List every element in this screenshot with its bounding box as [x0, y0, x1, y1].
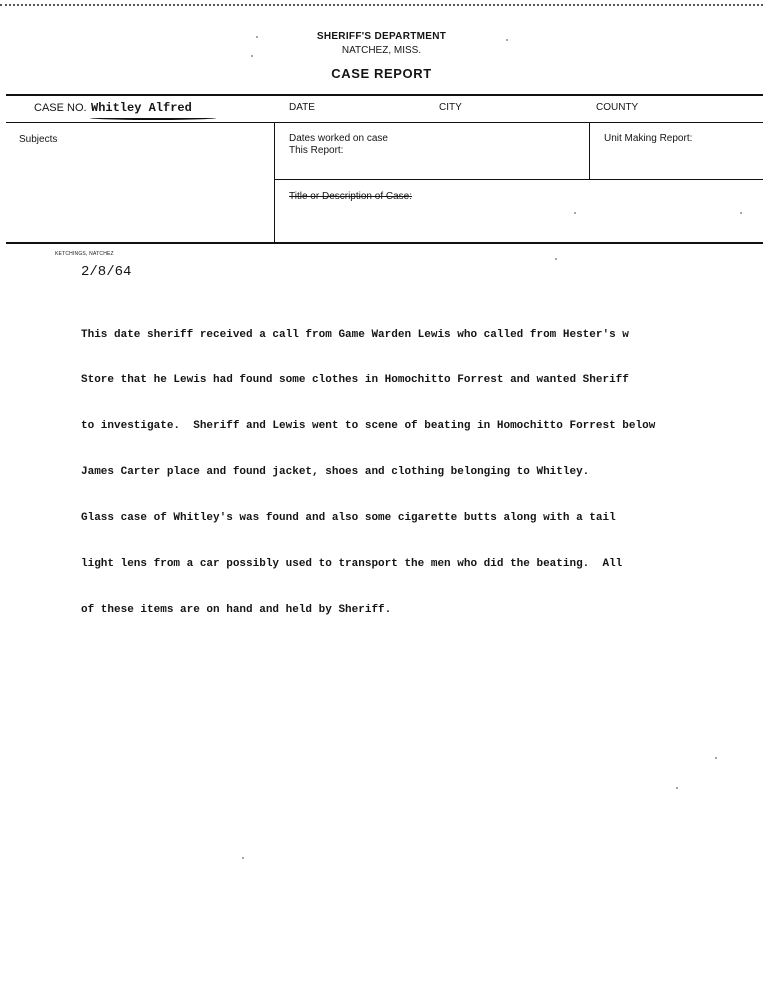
report-line: James Carter place and found jacket, shoes and clothing belonging to Whitley.	[81, 466, 590, 479]
form-header-row-rule	[6, 122, 763, 123]
report-line: to investigate. Sheriff and Lewis went to scene of beating in Homochitto Forrest below	[81, 420, 656, 433]
torn-page-edge	[0, 0, 763, 6]
form-unit-divider	[589, 123, 590, 179]
entry-date: 2/8/64	[81, 264, 132, 280]
printer-mark: KETCHINGS, NATCHEZ	[55, 251, 114, 257]
county-label: COUNTY	[596, 102, 639, 113]
scan-speck	[555, 258, 557, 260]
this-report-label: This Report:	[289, 145, 344, 156]
scan-speck	[251, 55, 253, 57]
scan-speck	[242, 857, 244, 859]
scan-speck	[574, 212, 576, 214]
dates-worked-label: Dates worked on case	[289, 133, 388, 144]
scan-speck	[506, 39, 508, 41]
report-line: Glass case of Whitley's was found and also some cigarette butts along with a tail	[81, 512, 616, 525]
case-no-label: CASE NO.	[34, 102, 87, 114]
report-line: Store that he Lewis had found some clothes in Homochitto Forrest and wanted Sheriff	[81, 374, 629, 387]
report-line: This date sheriff received a call from Game Warden Lewis who called from Hester's w	[81, 328, 629, 341]
form-title: CASE REPORT	[331, 66, 432, 81]
scan-speck	[715, 757, 717, 759]
city-label: CITY	[439, 102, 462, 113]
scan-speck	[740, 212, 742, 214]
report-body	[81, 297, 751, 634]
report-line: light lens from a car possibly used to transport the men who did the beating. All	[81, 558, 623, 571]
subjects-label: Subjects	[19, 134, 58, 145]
form-top-rule	[6, 94, 763, 96]
department-heading: SHERIFF'S DEPARTMENT	[316, 31, 447, 42]
department-location: NATCHEZ, MISS.	[341, 45, 422, 56]
date-label: DATE	[289, 102, 315, 113]
scan-speck	[256, 36, 258, 38]
unit-making-report-label: Unit Making Report:	[604, 133, 693, 144]
form-column-divider	[274, 123, 275, 243]
report-line: of these items are on hand and held by Sheriff.	[81, 603, 392, 616]
scan-speck	[676, 787, 678, 789]
case-no-value: Whitley Alfred	[91, 101, 192, 115]
case-no-underline	[90, 116, 216, 120]
form-bottom-rule	[6, 242, 763, 244]
form-inner-rule	[274, 179, 763, 180]
title-description-label: Title or Description of Case:	[289, 191, 413, 202]
